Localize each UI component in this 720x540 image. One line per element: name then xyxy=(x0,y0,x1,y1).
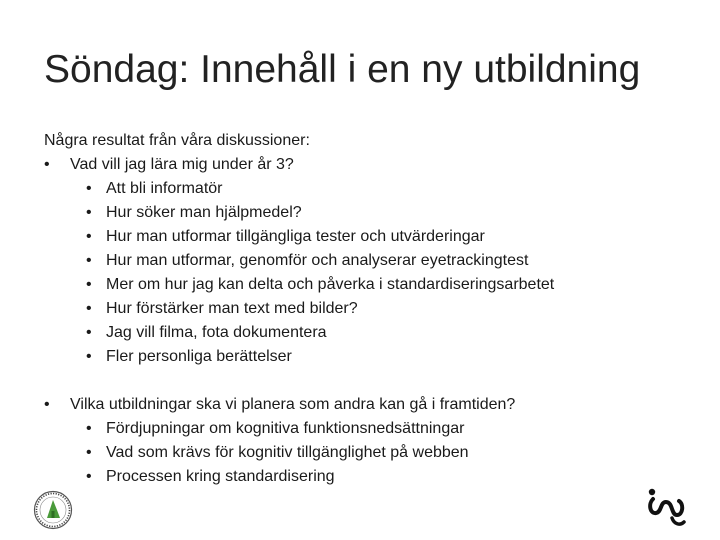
bullet-icon: • xyxy=(86,348,92,365)
section2-heading-text: Vilka utbildningar ska vi planera som andra kan gå i framtiden? xyxy=(70,396,516,413)
bullet-icon: • xyxy=(86,180,92,197)
bullet-icon: • xyxy=(86,228,92,245)
list-item xyxy=(44,249,529,273)
list-item xyxy=(44,297,358,321)
circular-seal-logo-icon xyxy=(33,490,73,530)
section1-heading xyxy=(44,153,310,177)
list-item xyxy=(44,177,310,201)
section2-heading xyxy=(44,393,516,417)
swirl-logo-icon xyxy=(644,486,690,530)
list-item xyxy=(44,345,310,369)
bullet-icon: • xyxy=(86,252,92,269)
bullet-icon: • xyxy=(44,396,50,413)
slide-body xyxy=(44,129,555,489)
list-item-text: Fler personliga berättelser xyxy=(106,348,292,365)
list-item-text: Vad som krävs för kognitiv tillgänglighet på webben xyxy=(106,444,469,461)
bullet-icon: • xyxy=(86,468,92,485)
slide-title: Söndag: Innehåll i en ny utbildning xyxy=(44,48,641,91)
list-item-text: Hur söker man hjälpmedel? xyxy=(106,204,302,221)
list-item xyxy=(44,225,485,249)
list-item xyxy=(44,465,335,489)
bullet-icon: • xyxy=(86,420,92,437)
list-item-text: Att bli informatör xyxy=(106,180,223,197)
bullet-icon: • xyxy=(86,276,92,293)
list-item xyxy=(44,417,465,441)
list-item-text: Hur förstärker man text med bilder? xyxy=(106,300,358,317)
bullet-icon: • xyxy=(86,204,92,221)
list-item-text: Mer om hur jag kan delta och påverka i standardiseringsarbetet xyxy=(106,276,555,293)
list-item-text: Jag vill filma, fota dokumentera xyxy=(106,324,327,341)
list-item xyxy=(44,441,469,465)
section1-heading-text: Vad vill jag lära mig under år 3? xyxy=(70,156,294,173)
list-item xyxy=(44,201,310,225)
bullet-icon: • xyxy=(86,300,92,317)
list-item xyxy=(44,321,327,345)
bullet-icon: • xyxy=(86,444,92,461)
intro-text xyxy=(44,129,310,153)
list-item xyxy=(44,273,555,297)
list-item-text: Hur man utformar, genomför och analyserar eyetrackingtest xyxy=(106,252,529,269)
intro-label: Några resultat från våra diskussioner: xyxy=(44,132,310,149)
bullet-icon: • xyxy=(86,324,92,341)
list-item-text: Hur man utformar tillgängliga tester och utvärderingar xyxy=(106,228,485,245)
bullet-icon: • xyxy=(44,156,50,173)
spacer xyxy=(44,369,310,393)
list-item-text: Processen kring standardisering xyxy=(106,468,335,485)
list-item-text: Fördjupningar om kognitiva funktionsnedsättningar xyxy=(106,420,465,437)
